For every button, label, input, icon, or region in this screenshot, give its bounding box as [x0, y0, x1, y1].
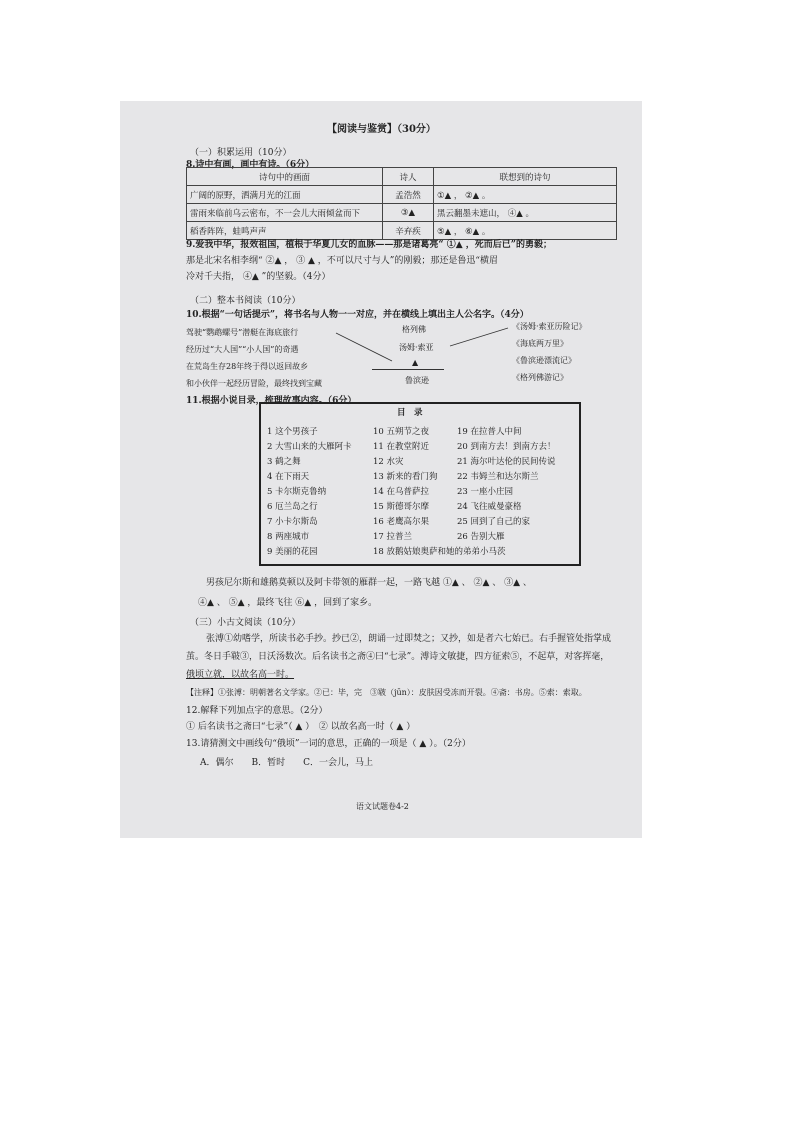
- q12-stem: 12.解释下列加点字的意思。（2分）: [186, 706, 328, 716]
- toc-item: 18 放鹅姑娘奥萨和她的弟弟小马茨: [373, 547, 506, 557]
- answer-cell[interactable]: ①▲ ， ②▲ 。: [434, 186, 617, 204]
- answer-cell[interactable]: ③▲: [383, 204, 434, 222]
- q11-stem: 11.根据小说目录，梳理故事内容。（6分）: [186, 396, 357, 406]
- toc-item: 25 回到了自己的家: [457, 517, 531, 527]
- book-item: 《鲁滨逊漂流记》: [512, 356, 576, 365]
- q9-line2: 那是北宋名相李纲“ ②▲ ， ③ ▲ ，不可以尺寸与人”的刚毅；那还是鲁迅“横眉: [186, 256, 498, 266]
- answer-cell[interactable]: ⑤▲ ， ⑥▲ 。: [434, 222, 617, 240]
- person-item: 格列佛: [402, 325, 426, 334]
- q8-stem: 8.诗中有画，画中有诗。（6分）: [186, 160, 315, 170]
- toc-item: 5 卡尔斯克鲁纳: [267, 487, 327, 497]
- classic-para1: 张溥①幼嗜学，所读书必手抄。抄已②，朗诵一过即焚之；又抄，如是者六七始已。右手握管处指掌成: [206, 634, 612, 644]
- sec2-title: （二）整本书阅读（10分）: [190, 296, 301, 306]
- q10-stem: 10.根据“一句话提示”，将书名与人物一一对应，并在横线上填出主人公名字。（4分）: [186, 310, 529, 320]
- book-item: 《格列佛游记》: [512, 373, 568, 382]
- q11-answer-line2[interactable]: ④▲ 、 ⑤▲ ，最终飞往 ⑥▲ ，回到了家乡。: [198, 598, 378, 608]
- sec1-title: （一）积累运用（10分）: [190, 148, 292, 158]
- table-cell: 辛弃疾: [383, 222, 434, 240]
- person-item: 鲁滨逊: [405, 376, 429, 385]
- toc-item: 13 新来的看门狗: [373, 472, 438, 482]
- toc-item: 11 在教堂附近: [373, 442, 430, 452]
- table-cell: 广阔的原野，洒满月光的江面: [187, 186, 383, 204]
- toc-item: 21 海尔叶达伦的民间传说: [457, 457, 556, 467]
- person-item: 汤姆·索亚: [399, 343, 434, 352]
- toc-item: 12 水灾: [373, 457, 404, 467]
- sec3-title: （三）小古文阅读（10分）: [190, 618, 301, 628]
- toc-item: 17 拉普兰: [373, 532, 413, 542]
- toc-item: 4 在下雨天: [267, 472, 310, 482]
- toc-item: 19 在拉普人中间: [457, 427, 522, 437]
- q9-line3: 冷对千夫指， ④▲ ”的坚毅。（4分）: [186, 272, 331, 282]
- toc-item: 24 飞往威曼豪格: [457, 502, 522, 512]
- toc-item: 15 斯德哥尔摩: [373, 502, 430, 512]
- q9-line1: 9.爱我中华，报效祖国，植根于华夏儿女的血脉——那是诸葛亮“ ①▲ ，死而后已”的勇毅；: [186, 240, 552, 250]
- classic-para2: 茧。冬日手皲③，日沃汤数次。后名读书之斋④曰“七录”。溥诗文敏捷，四方征索⑤，不起草，对客挥毫，: [186, 652, 610, 662]
- toc-item: 20 到南方去！到南方去！: [457, 442, 556, 452]
- hint-item: 经历过“大人国”“小人国”的奇遇: [186, 345, 299, 354]
- table-header: 诗人: [383, 168, 434, 186]
- toc-item: 2 大雪山来的大雁阿卡: [267, 442, 352, 452]
- toc-item: 9 美丽的花园: [267, 547, 318, 557]
- toc-item: 23 一座小庄园: [457, 487, 514, 497]
- table-header: 诗句中的画面: [187, 168, 383, 186]
- toc-item: 8 两座城市: [267, 532, 310, 542]
- person-answer[interactable]: ▲: [412, 358, 419, 367]
- toc-item: 3 鹤之舞: [267, 457, 301, 467]
- page-footer: 语文试题卷4-2: [356, 802, 409, 811]
- q13-stem[interactable]: 13.请猜测文中画线句“俄顷”一词的意思，正确的一项是（ ▲ ）。（2分）: [186, 739, 471, 749]
- section-title: 【阅读与鉴赏】（30分）: [327, 124, 436, 135]
- toc-item: 6 厄兰岛之行: [267, 502, 318, 512]
- q11-answer-line1[interactable]: 男孩尼尔斯和雄鹅莫顿以及阿卡带领的雁群一起，一路飞越 ①▲ 、 ②▲ 、 ③▲ 、: [206, 578, 532, 588]
- toc-item: 22 韦姆兰和达尔斯兰: [457, 472, 539, 482]
- q12-items[interactable]: ① 后名读书之斋曰“七录”（ ▲ ） ② 以故名高一时（ ▲ ）: [186, 722, 416, 732]
- toc-title: 目 录: [397, 408, 423, 418]
- toc-item: 10 五朔节之夜: [373, 427, 430, 437]
- hint-item: 驾驶“鹦鹉螺号”潜艇在海底旅行: [186, 328, 299, 337]
- toc-item: 26 告别大雁: [457, 532, 505, 542]
- toc-item: 16 老鹰高尔果: [373, 517, 430, 527]
- table-of-contents: [259, 402, 581, 566]
- book-item: 《海底两万里》: [512, 339, 568, 348]
- classic-para3: 俄顷立就，以故名高一时。: [186, 670, 295, 680]
- classic-notes: 【注释】①张溥：明朝著名文学家。②已：毕，完 ③皲（jūn）：皮肤因受冻而开裂。④斋：书房。⑤索：索取。: [186, 688, 587, 697]
- book-item: 《汤姆·索亚历险记》: [512, 322, 587, 331]
- hint-item: 在荒岛生存28年终于得以返回故乡: [186, 362, 309, 371]
- toc-item: 1 这个男孩子: [267, 427, 318, 437]
- table-cell: 雷雨来临前乌云密布，不一会儿大雨倾盆而下: [187, 204, 383, 222]
- table-cell: 孟浩然: [383, 186, 434, 204]
- table-cell: 稻香阵阵，蛙鸣声声: [187, 222, 383, 240]
- hint-item: 和小伙伴一起经历冒险，最终找到宝藏: [186, 379, 322, 388]
- table-header: 联想到的诗句: [434, 168, 617, 186]
- exam-page: [120, 101, 642, 838]
- toc-item: 14 在乌普萨拉: [373, 487, 430, 497]
- toc-item: 7 小卡尔斯岛: [267, 517, 318, 527]
- answer-cell[interactable]: 黑云翻墨未遮山， ④▲ 。: [434, 204, 617, 222]
- q13-options[interactable]: A．偶尔 B．暂时 C．一会儿，马上: [200, 758, 374, 768]
